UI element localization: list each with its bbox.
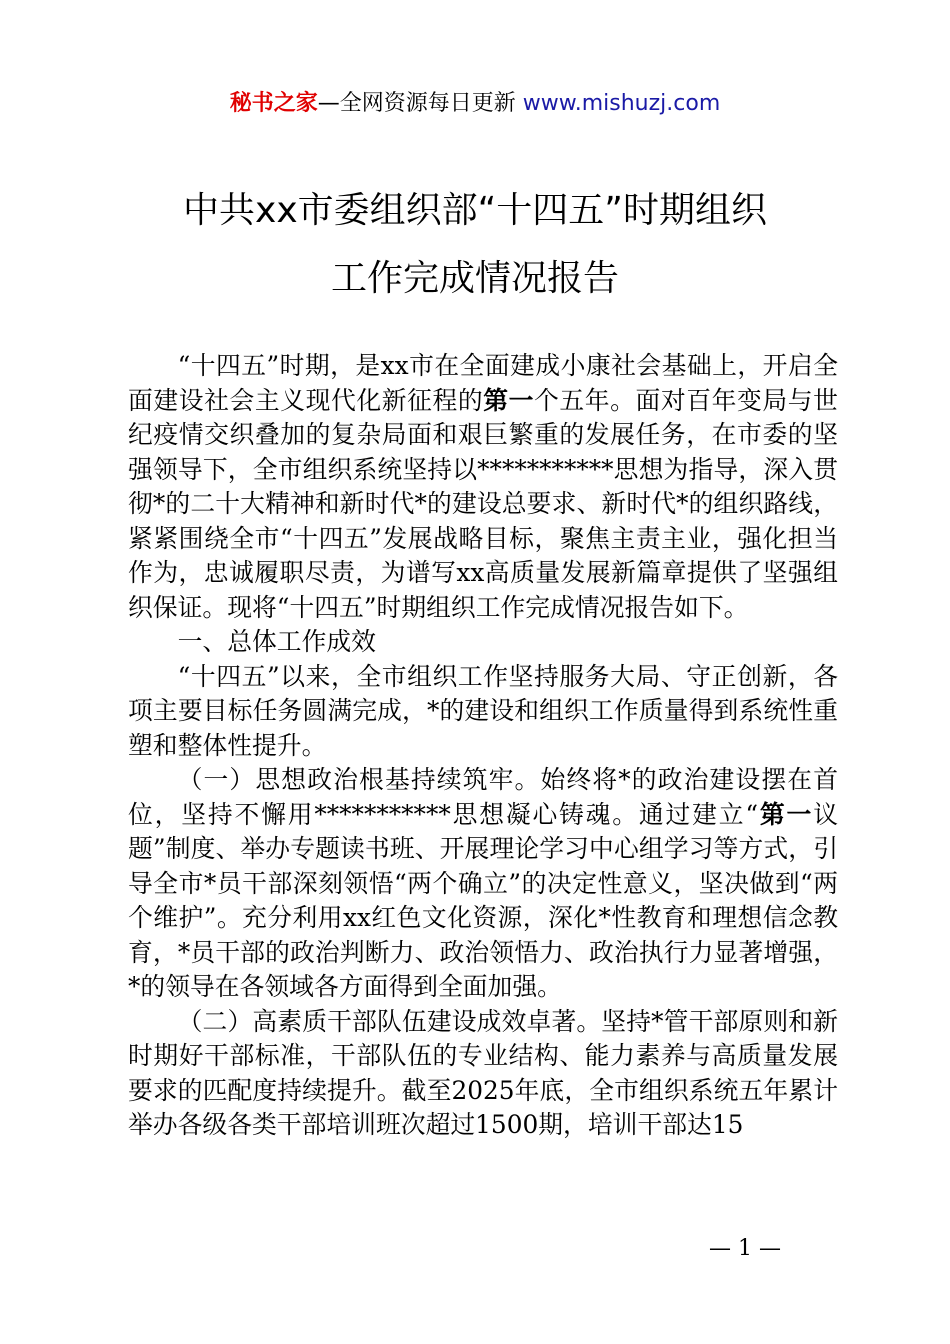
site-slogan: —全网资源每日更新 [317,91,523,116]
paragraph-cadre: （二）高素质干部队伍建设成效卓著。坚持*管干部原则和新时期好干部标准，干部队伍的专业结构、能力素养与高质量发展要求的匹配度持续提升。截至2025年底，全市组织系统五年累计举办各级各类干部培训班次超过1500期，培训干部达15 [128,1006,838,1139]
paragraph-overall: “十四五”以来，全市组织工作坚持服务大局、守正创新，各项主要目标任务圆满完成，*的建设和组织工作质量得到系统性重塑和整体性提升。 [128,661,838,760]
paragraph-ideology-bold: 第一 [758,799,814,829]
paragraph-intro-text-b: 个五年。面对百年变局与世纪疫情交织叠加的复杂局面和艰巨繁重的发展任务，在市委的坚强领导下，全市组织系统坚持以***********思想为指导，深入贯彻*的二十大精神和新时代*的建设总要求、新时代*的组织路线，紧紧围绕全市“十四五”发展战略目标，聚焦主责主业，强化担当作为，忠诚履职尽责，为谱写xx高质量发展新篇章提供了坚强组织保证。现将“十四五”时期组织工作完成情况报告如下。 [128,385,838,622]
document-title-line-1: 中共xx市委组织部“十四五”时期组织 [183,190,767,231]
section-heading-1: 一、总体工作成效 [177,627,376,656]
paragraph-ideology-text-a: （一）思想政治根基持续筑牢。始终将*的政治建设摆在首位，坚持不懈用***********思想凝心铸魂。通过建立“ [128,765,838,829]
paragraph-intro-bold: 第一 [483,385,535,415]
paragraph-ideology [128,763,838,1005]
document-title-line-2: 工作完成情况报告 [330,258,619,299]
site-url-link[interactable]: www.mishuzj.com [522,91,721,116]
site-brand: 秘书之家 [229,91,318,116]
paragraph-intro-text-a: “十四五”时期，是xx市在全面建成小康社会基础上，开启全面建设社会主义现代化新征程的 [128,351,838,415]
paragraph-ideology-text-b: 议题”制度、举办专题读书班、开展理论学习中心组学习等方式，引导全市*员干部深刻领悟“两个确立”的决定性意义，坚决做到“两个维护”。充分利用xx红色文化资源，深化*性教育和理想信念教育，*员干部的政治判断力、政治领悟力、政治执行力显著增强，*的领导在各领域各方面得到全面加强。 [128,799,838,1001]
document-body [128,349,838,1143]
paragraph-intro [128,349,838,625]
site-header [0,86,950,122]
page-number: — 1 — [709,1236,781,1261]
